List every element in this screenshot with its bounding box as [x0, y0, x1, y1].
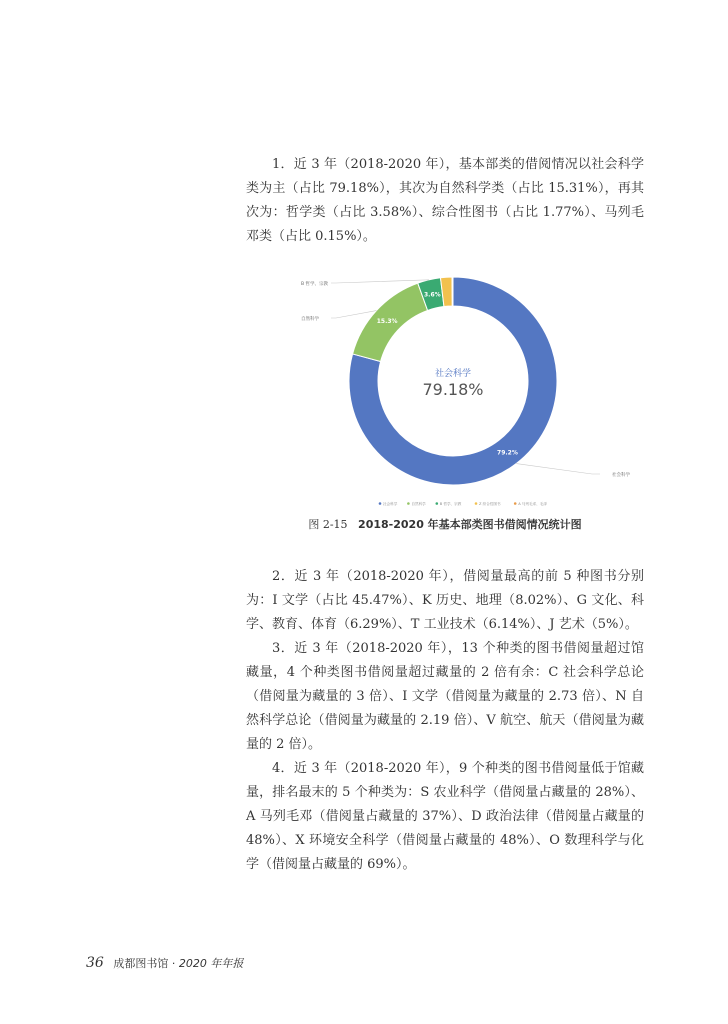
- figure-caption: [246, 517, 644, 533]
- callout-label-0: B 哲学、宗教: [301, 282, 329, 287]
- donut-chart: [296, 277, 630, 512]
- legend-marker-4: [514, 502, 517, 505]
- legend-item-3: Z 综合性图书: [479, 502, 501, 506]
- center-label: 社会科学: [434, 369, 472, 379]
- callout-label-2: 社会科学: [612, 473, 630, 478]
- callout-line-1: [331, 311, 376, 318]
- legend-item-1: 自然科学: [411, 502, 426, 506]
- paragraph-3: 3．近 3 年（2018-2020 年），13 个种类的图书借阅量超过馆藏量，4 个种类图书借阅量超过藏量的 2 倍有余：C 社会科学总论（借阅量为藏量的 3 倍）、I 文学（借阅量为藏量的 2.73 倍）、N 自然科学总论（借阅量为藏量的 2.19 倍）、V 航空、航天（借阅量为藏量的 2 倍）。: [246, 641, 644, 752]
- callout-line-0: [331, 280, 429, 283]
- paragraph-2: 2．近 3 年（2018-2020 年），借阅量最高的前 5 种图书分别为：I 文学（占比 45.47%）、K 历史、地理（8.02%）、G 文化、科学、教育、体育（6.29%）、T 工业技术（6.14%）、J 艺术（5%）。: [246, 569, 644, 632]
- footer-org: 成都图书馆 ·: [113, 957, 176, 970]
- legend-marker-3: [475, 502, 478, 505]
- slice-label-0: 79.2%: [497, 449, 518, 457]
- figure-number: 图 2-15: [308, 518, 348, 531]
- page-footer: [86, 955, 243, 971]
- callout-label-1: 自然科学: [301, 317, 319, 322]
- slice-label-1: 15.3%: [376, 317, 398, 325]
- legend-item-0: 社会科学: [383, 502, 398, 506]
- paragraph-1: 1．近 3 年（2018-2020 年），基本部类的借阅情况以社会科学类为主（占比 79.18%），其次为自然科学类（占比 15.31%），再其次为：哲学类（占比 3.58%）、综合性图书（占比 1.77%）、马列毛邓类（占比 0.15%）。: [246, 157, 644, 244]
- paragraph-4: 4．近 3 年（2018-2020 年），9 个种类的图书借阅量低于馆藏量，排名最末的 5 个种类为：S 农业科学（借阅量占藏量的 28%）、A 马列毛邓（借阅量占藏量的 37%）、D 政治法律（借阅量占藏量的 48%）、X 环境安全科学（借阅量占藏量的 48%）、O 数理科学与化学（借阅量占藏量的 69%）。: [246, 761, 644, 872]
- donut-slice-4: [452, 277, 453, 306]
- page-number: 36: [86, 955, 104, 971]
- center-value: 79.18%: [422, 380, 484, 399]
- callout-line-2: [516, 464, 600, 474]
- legend-item-2: B 哲学、宗教: [439, 502, 462, 506]
- donut-chart-svg: [296, 277, 630, 512]
- legend-item-4: A 马列毛邓、毛泽: [518, 502, 547, 506]
- legend-marker-2: [436, 502, 439, 505]
- legend-marker-1: [407, 502, 410, 505]
- slice-label-2: 3.6%: [424, 291, 441, 299]
- figure-title: 2018-2020 年基本部类图书借阅情况统计图: [358, 518, 582, 531]
- legend-marker-0: [379, 502, 382, 505]
- footer-year-report: 2020 年年报: [178, 957, 244, 970]
